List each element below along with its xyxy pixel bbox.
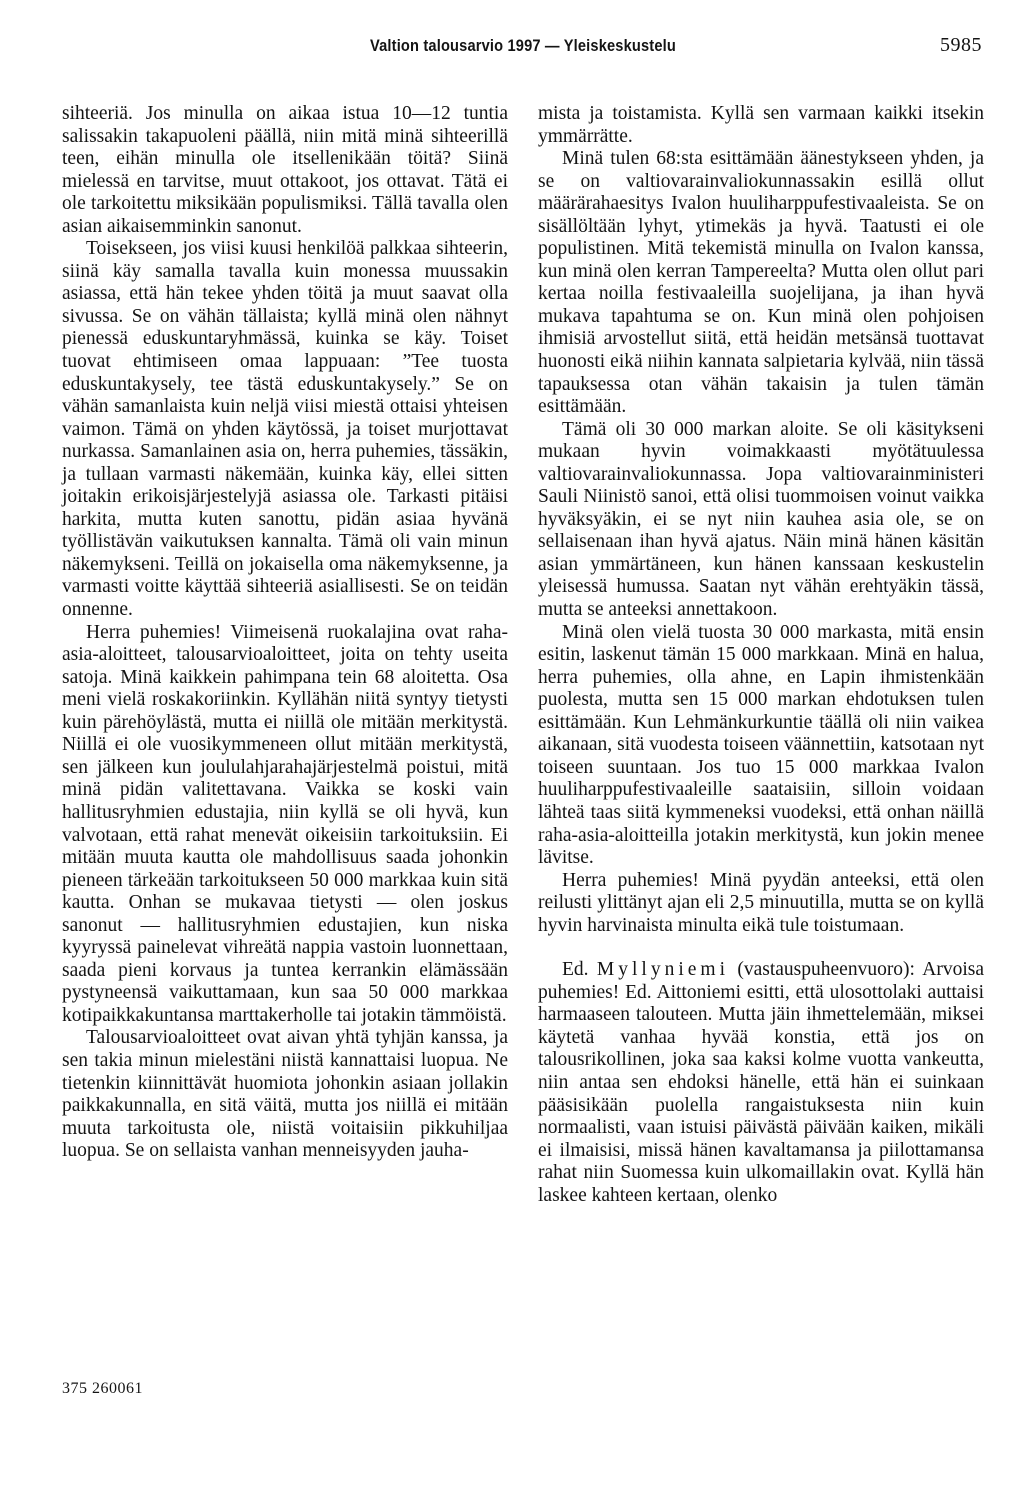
page-header: [62, 30, 984, 60]
paragraph: Talousarvioaloitteet ovat aivan yhtä tyhjän kanssa, ja sen takia minun mielestäni niistä kannattaisi luopua. Ne tietenkin kiinnittävät huomiota johonkin asiaan jollakin paikkakunnalla, en sitä väitä, mutta jos niillä ei mitään muuta tarkoitusta ole, niistä voitaisiin pikkuhiljaa luopua. Se on sellaista vanhan menneisyyden jauha-: [62, 1027, 508, 1162]
right-column: [538, 103, 984, 1207]
speaker-paragraph: [538, 959, 984, 1207]
paragraph: Herra puhemies! Minä pyydän anteeksi, että olen reilusti ylittänyt ajan eli 2,5 minuutilla, mutta se on kyllä hyvin harvinaista minulta eikä tule toistumaan.: [538, 869, 984, 936]
paragraph: Minä olen vielä tuosta 30 000 markasta, mitä ensin esitin, laskenut tämän 15 000 markkaan. Minä en halua, herra puhemies, olla ahne, en Lapin ihmistenkään puolesta, mutta sen 15 000 markan ehdotuksen tulen esittämään. Kun Lehmänkurkuntie täällä oli niin vaikea aikanaan, sitä vuodesta toiseen väännettiin, katsotaan nyt toiseen suuntaan. Jos tuo 15 000 markkaa Ivalon huuliharppufestivaaleille saataisiin, silloin voidaan lähteä taas siitä kymmeneksi vuodeksi, että onhan näillä raha-asia-aloitteilla jotakin merkitystä, kun jokin menee lävitse.: [538, 621, 984, 869]
paragraph: Herra puhemies! Viimeisenä ruokalajina ovat raha-asia-aloitteet, talousarvioaloitteet, joita on tehty useita satoja. Minä kaikkein pahimpana tein 68 aloitetta. Osa meni vielä roskakoriinkin. Kyllähän niitä syntyy tietysti kuin pärehöylästä, mutta ei niillä ole mitään merkitystä. Niillä ei ole vuosikymmeneen ollut mitään merkitystä, sen jälkeen kun joululahjarahajärjestelmä poistui, mitä minä pidän valitettavana. Vaikka se koski vain hallitusryhmien edustajia, niin kyllä se oli hyvä, kun valvotaan, että rahat menevät oikeisiin tarkoituksiin. Ei mitään muuta kautta ole mahdollisuus saada johonkin pieneen tärkeään tarkoitukseen 50 000 markkaa kuin sitä kautta. Onhan se mukavaa tietysti — olen joskus sanonut — hallitusryhmien edustajien, kun niska kyyryssä painelevat vihreätä nappia vastoin luonnettaan, saada pieni korvaus ja tuntea kerrankin elämässään pystyneensä vaikuttamaan, kun saa 50 000 markkaa kotipaikkakuntansa marttakerholle tai jotakin tämmöistä.: [62, 621, 508, 1026]
paragraph: mista ja toistamista. Kyllä sen varmaan kaikki itsekin ymmärrätte.: [538, 103, 984, 147]
speaker-name: Myllyniemi: [596, 959, 729, 981]
paragraph: Toisekseen, jos viisi kuusi henkilöä palkkaa sihteerin, siinä käy samalla tavalla kuin monessa muussakin asiassa, että hän tekee yhden töitä ja muut saavat olla sivussa. Se on vähän tällaista; kyllä minä olen nähnyt pienessä eduskuntaryhmässä, kuinka se käy. Toiset tuovat ehtimiseen omaa lappuaan: ”Tee tuosta eduskuntakysely, tee tästä eduskuntakysely.” Se on vähän samanlaista kuin neljä viisi miestä ottaisi yhteisen vaimon. Tämä on yhden käytössä, ja toiset murjottavat nurkassa. Samanlainen asia on, herra puhemies, tässäkin, ja tullaan varmasti näkemään, kuinka käy, ellei sitten joitakin erikoisjärjestelyjä asiassa ole. Tarkasti pitäisi harkita, mutta kuten sanottu, pidän asiaa hyvänä työllistävän vaikutuksen kannalta. Tämä oli vain minun näkemykseni. Teillä on jokaisella oma näkemyksenne, ja varmasti voitte käyttää sihteeriä asiallisesti. Se on teidän onnenne.: [62, 238, 508, 621]
print-code: 375 260061: [62, 1380, 143, 1397]
speech-text: (vastauspuheenvuoro): Arvoisa puhemies! Ed. Aittoniemi esitti, että ulosottolaki auttaisi harmaaseen talouteen. Mutta jäin ihmettelemään, miksei käytetä vanhaa hyvää konstia, että jos on talousrikollinen, joka saa kaksi kolme vuotta vankeutta, niin antaa sen ehdoksi hänelle, että hän ei suinkaan pääsisikään puolella rangaistuksesta niin kuin normaalisti, vaan istuisi päivästä päivään kaiken, mikäli ei ilmaisisi, missä hänen kavaltamansa ja piilottamansa rahat niin Suomessa kuin ulkomaillakin ovat. Kyllä hän laskee kahteen kertaan, olenko: [538, 959, 984, 1206]
paragraph: sihteeriä. Jos minulla on aikaa istua 10—12 tuntia salissakin takapuoleni päällä, niin mitä minä sihteerillä teen, eihän minulla ole itsellenikään töitä? Siinä mielessä en tarvitse, muut ottakoot, jos ottavat. Tätä ei ole tarkoitettu miksikään populismiksi. Tällä tavalla olen asian aikaisemminkin sanonut.: [62, 103, 508, 237]
speaker-prefix: Ed.: [562, 959, 589, 981]
paragraph: Minä tulen 68:sta esittämään äänestykseen yhden, ja se on valtiovarainvaliokunnassakin esillä ollut määrärahaesitys Ivalon huuliharppufestivaaleista. Se on sisällöltään lyhyt, ytimekäs ja hyvä. Taatusti ei ole populistinen. Mitä tekemistä minulla on Ivalon kanssa, kun minä olen kerran Tampereelta? Mutta olen ollut pari kertaa noilla festivaaleilla suojelijana, ja ihan hyvä mukava tapahtuma se on. Kun minä olen pohjoisen ihmisiä arvostellut siitä, että heidän metsänsä tuottavat huonosti eikä niihin kannata salpietaria kylvää, niin tässä tapauksessa otan vähän takaisin ja tulen tämän esittämään.: [538, 148, 984, 418]
page-number: 5985: [940, 34, 982, 56]
paragraph: Tämä oli 30 000 markan aloite. Se oli käsitykseni mukaan hyvin voimakkaasti myötätuulessa valtiovarainvaliokunnassa. Jopa valtiovarainministeri Sauli Niinistö sanoi, että olisi tuommoisen voinut vaikka hyväksyäkin, ei se nyt niin kauhea asia ole, se on sellaisenaan ihan hyvä ajatus. Näin minä hänen käsitän asian ymmärtäneen, kun hänen kanssaan keskustelin yleisessä humussa. Saatan nyt vähän erehtyäkin tässä, mutta se anteeksi annettakoon.: [538, 418, 984, 621]
running-head: Valtion talousarvio 1997 — Yleiskeskustelu: [370, 36, 676, 55]
left-column: [62, 103, 508, 1163]
